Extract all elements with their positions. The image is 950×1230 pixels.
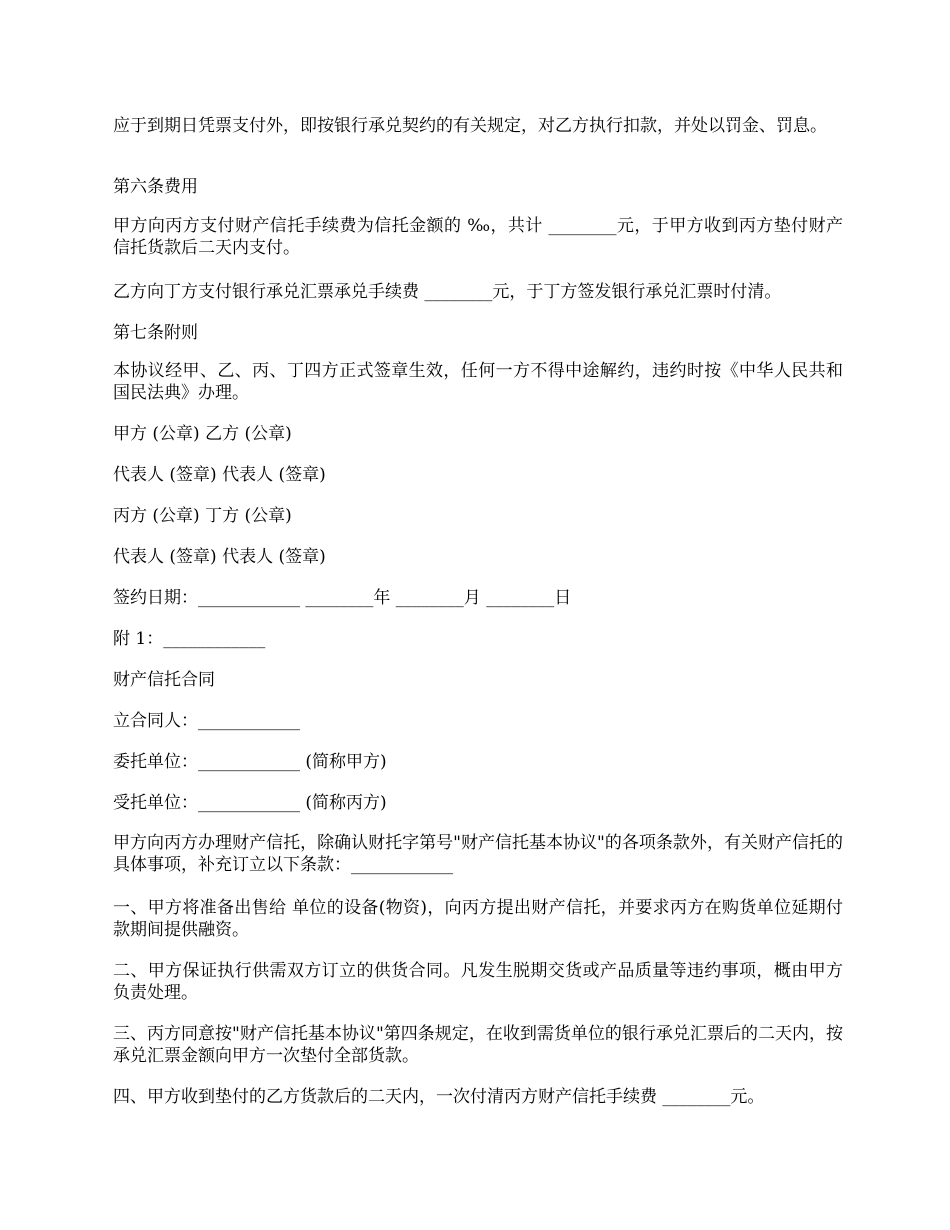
clause-1: 一、甲方将准备出售给 单位的设备(物资)，向丙方提出财产信托，并要求丙方在购货单位延期付款期间提供融资。 [113,898,843,940]
signature-line-party-c-d: 丙方 (公章) 丁方 (公章) [113,506,292,526]
trustee-unit-line: 受托单位：____________ (简称丙方) [113,793,387,813]
signature-line-representatives-2: 代表人 (签章) 代表人 (签章) [113,547,326,567]
contracting-parties-line: 立合同人：____________ [113,711,300,731]
paragraph-effectiveness: 本协议经甲、乙、丙、丁四方正式签章生效，任何一方不得中途解约，违约时按《中华人民共和国民法典》办理。 [113,361,843,403]
paragraph-penalty-clause: 应于到期日凭票支付外，即按银行承兑契约的有关规定，对乙方执行扣款，并处以罚金、罚息。 [113,116,827,136]
contract-title: 财产信托合同 [113,670,215,690]
appendix-label: 附 1：____________ [113,629,266,649]
section-heading-supplementary: 第七条附则 [113,323,198,343]
paragraph-trust-fee: 甲方向丙方支付财产信托手续费为信托金额的 ‰，共计 ________元，于甲方收到丙方垫付财产信托货款后二天内支付。 [113,216,843,258]
section-heading-fees: 第六条费用 [113,177,198,197]
entrusting-unit-line: 委托单位：____________ (简称甲方) [113,752,387,772]
clause-4: 四、甲方收到垫付的乙方货款后的二天内，一次付清丙方财产信托手续费 ________元。 [113,1087,765,1107]
signature-line-representatives-1: 代表人 (签章) 代表人 (签章) [113,465,326,485]
paragraph-intro-clauses: 甲方向丙方办理财产信托，除确认财托字第号"财产信托基本协议"的各项条款外，有关财产信托的具体事项，补充订立以下条款：____________ [113,833,843,875]
paragraph-acceptance-fee: 乙方向丁方支付银行承兑汇票承兑手续费 ________元，于丁方签发银行承兑汇票时付清。 [113,282,782,302]
clause-2: 二、甲方保证执行供需双方订立的供货合同。凡发生脱期交货或产品质量等违约事项，概由甲方负责处理。 [113,961,843,1003]
signature-line-party-a-b: 甲方 (公章) 乙方 (公章) [113,424,292,444]
clause-3: 三、丙方同意按"财产信托基本协议"第四条规定，在收到需货单位的银行承兑汇票后的二天内，按承兑汇票金额向甲方一次垫付全部货款。 [113,1024,843,1066]
signing-date-line: 签约日期：____________ ________年 ________月 ________日 [113,588,572,608]
